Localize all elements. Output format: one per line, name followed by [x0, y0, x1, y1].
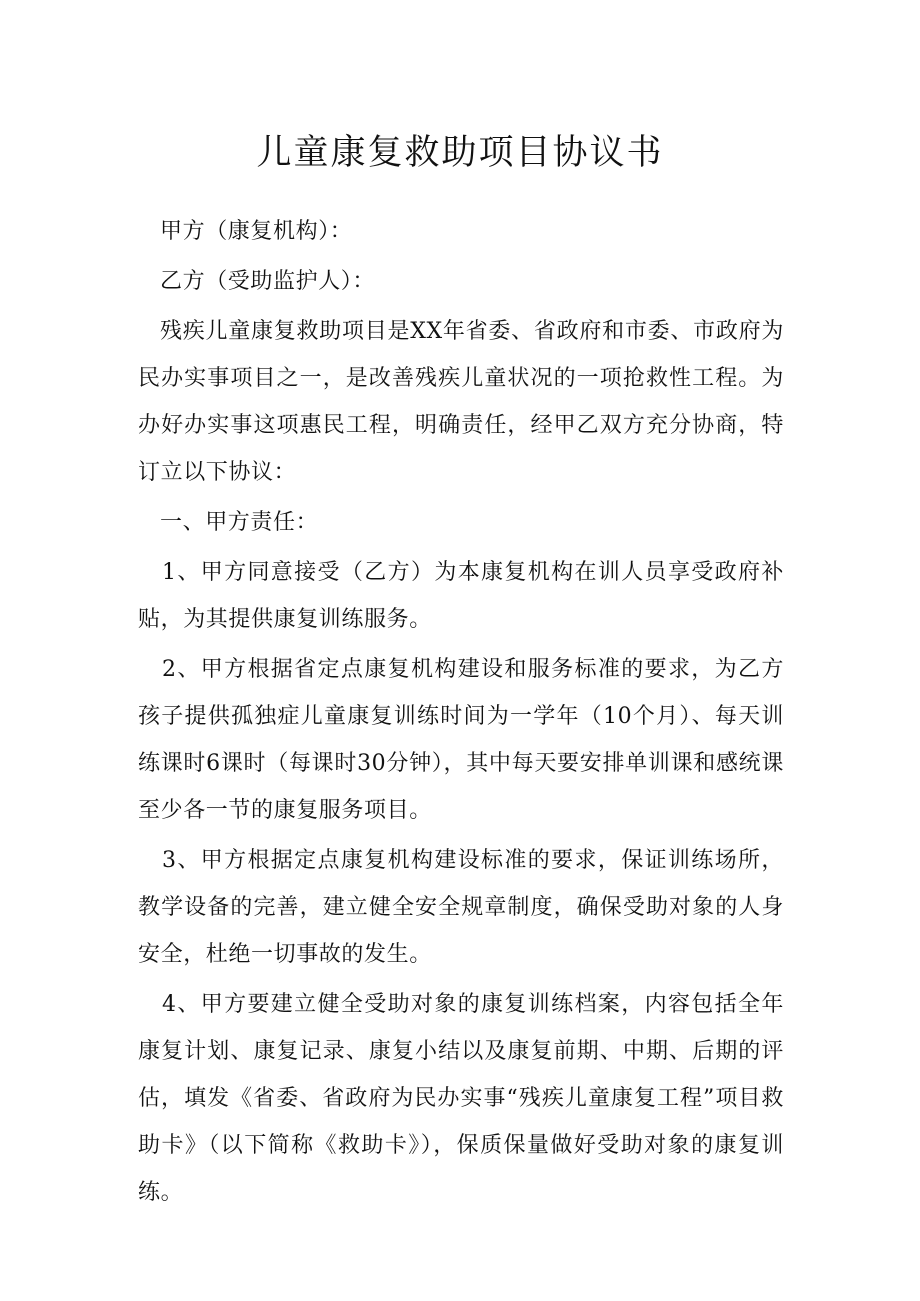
section-heading: 一、甲方责任：	[160, 510, 319, 535]
clause-1: 1、甲方同意接受（乙方）为本康复机构在训人员享受政府补贴，为其提供康复训练服务。	[138, 560, 784, 632]
clause-4: 4、甲方要建立健全受助对象的康复训练档案，内容包括全年康复计划、康复记录、康复小结以及康复前期、中期、后期的评估，填发《省委、省政府为民办实事“残疾儿童康复工程”项目救助卡》（以下简称《救助卡》），保质保量做好受助对象的康复训练。	[138, 992, 784, 1205]
document-body	[138, 208, 784, 1219]
party-b-line: 乙方（受助监护人）：	[160, 269, 376, 294]
document-title: 儿童康复救助项目协议书	[256, 133, 664, 173]
party-a-line: 甲方（康复机构）：	[160, 219, 353, 244]
intro-paragraph: 残疾儿童康复救助项目是XX年省委、省政府和市委、市政府为民办实事项目之一，是改善残疾儿童状况的一项抢救性工程。为办好办实事这项惠民工程，明确责任，经甲乙双方充分协商，特订立以下协议：	[138, 319, 784, 485]
clause-2: 2、甲方根据省定点康复机构建设和服务标准的要求，为乙方孩子提供孤独症儿童康复训练时间为一学年（10个月）、每天训练课时6课时（每课时30分钟），其中每天要安排单训课和感统课至少各一节的康复服务项目。	[138, 657, 784, 823]
clause-3: 3、甲方根据定点康复机构建设标准的要求，保证训练场所，教学设备的完善，建立健全安全规章制度，确保受助对象的人身安全，杜绝一切事故的发生。	[138, 848, 784, 967]
